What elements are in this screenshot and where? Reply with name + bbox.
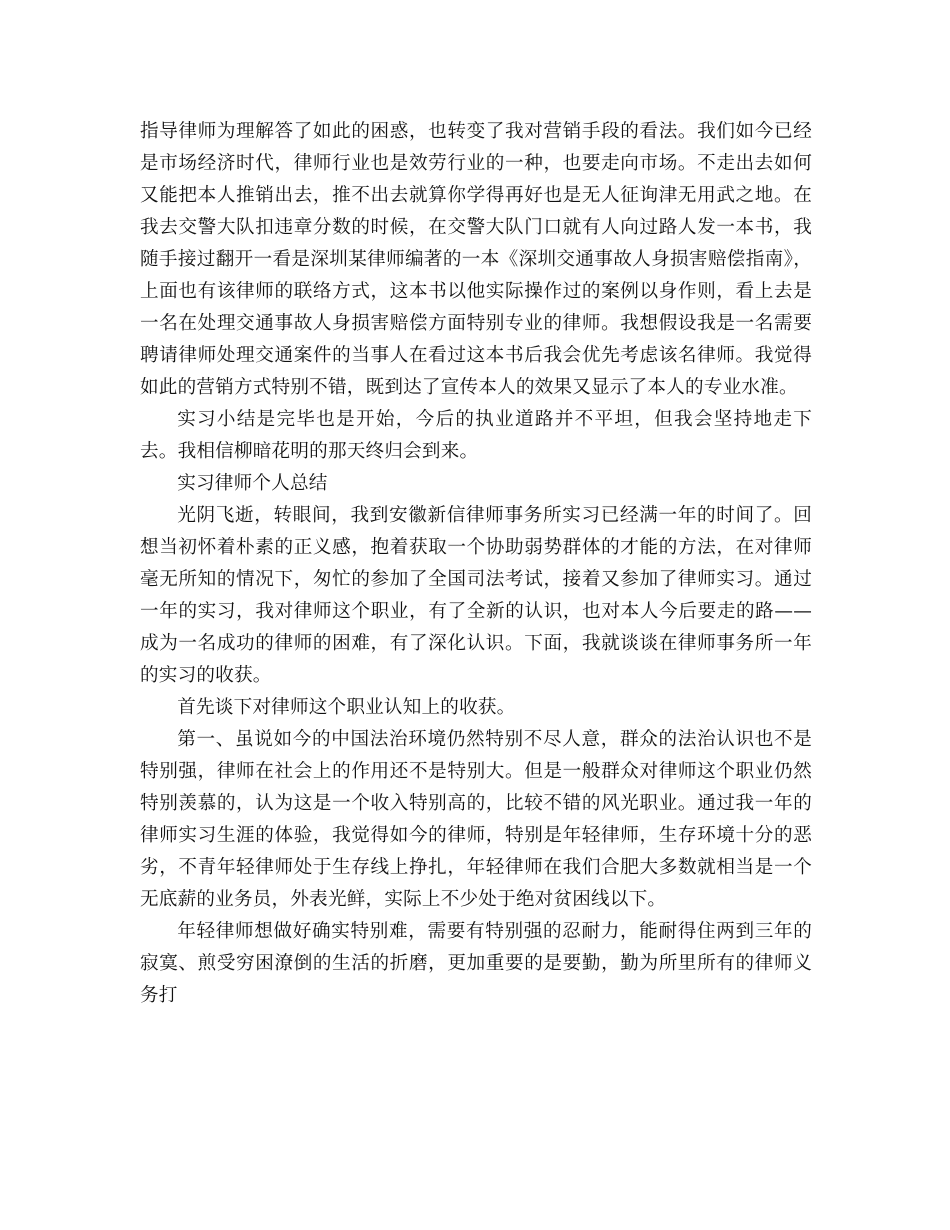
paragraph-summary-end: 实习小结是完毕也是开始，今后的执业道路并不平坦，但我会坚持地走下去。我相信柳暗花明的那天终归会到来。 [140,409,812,462]
paragraph-intro: 光阴飞逝，转眼间，我到安徽新信律师事务所实习已经满一年的时间了。回想当初怀着朴素的正义感，抱着获取一个协助弱势群体的才能的方法，在对律师毫无所知的情况下，匆忙的参加了全国司法考试，接着又参加了律师实习。通过一年的实习，我对律师这个职业，有了全新的认识，也对本人今后要走的路——成为一名成功的律师的困难，有了深化认识。下面，我就谈谈在律师事务所一年的实习的收获。 [140,505,812,686]
paragraph-young-lawyers: 年轻律师想做好确实特别难，需要有特别强的忍耐力，能耐得住两到三年的寂寞、煎受穷困潦倒的生活的折磨，更加重要的是要勤，勤为所里所有的律师义务打 [140,921,812,1006]
paragraph-first-point: 第一、虽说如今的中国法治环境仍然特别不尽人意，群众的法治认识也不是特别强，律师在社会上的作用还不是特别大。但是一般群众对律师这个职业仍然特别羡慕的，认为这是一个收入特别高的，比较不错的风光职业。通过我一年的律师实习生涯的体验，我觉得如今的律师，特别是年轻律师，生存环境十分的恶劣，不青年轻律师处于生存线上挣扎，年轻律师在我们合肥大多数就相当是一个无底薪的业务员，外表光鲜，实际上不少处于绝对贫困线以下。 [140,729,812,910]
paragraph-topic: 首先谈下对律师这个职业认知上的收获。 [177,697,516,718]
section-heading: 实习律师个人总结 [177,473,328,494]
paragraph-continued: 指导律师为理解答了如此的困惑，也转变了我对营销手段的看法。我们如今已经是市场经济时代，律师行业也是效劳行业的一种，也要走向市场。不走出去如何又能把本人推销出去，推不出去就算你学得再好也是无人征询津无用武之地。在我去交警大队扣违章分数的时候，在交警大队门口就有人向过路人发一本书，我随手接过翻开一看是深圳某律师编著的一本《深圳交通事故人身损害赔偿指南》，上面也有该律师的联络方式，这本书以他实际操作过的案例以身作则，看上去是一名在处理交通事故人身损害赔偿方面特别专业的律师。我想假设我是一名需要聘请律师处理交通案件的当事人在看过这本书后我会优先考虑该名律师。我觉得如此的营销方式特别不错，既到达了宣传本人的效果又显示了本人的专业水准。 [140,121,812,398]
document-page [140,116,812,1012]
